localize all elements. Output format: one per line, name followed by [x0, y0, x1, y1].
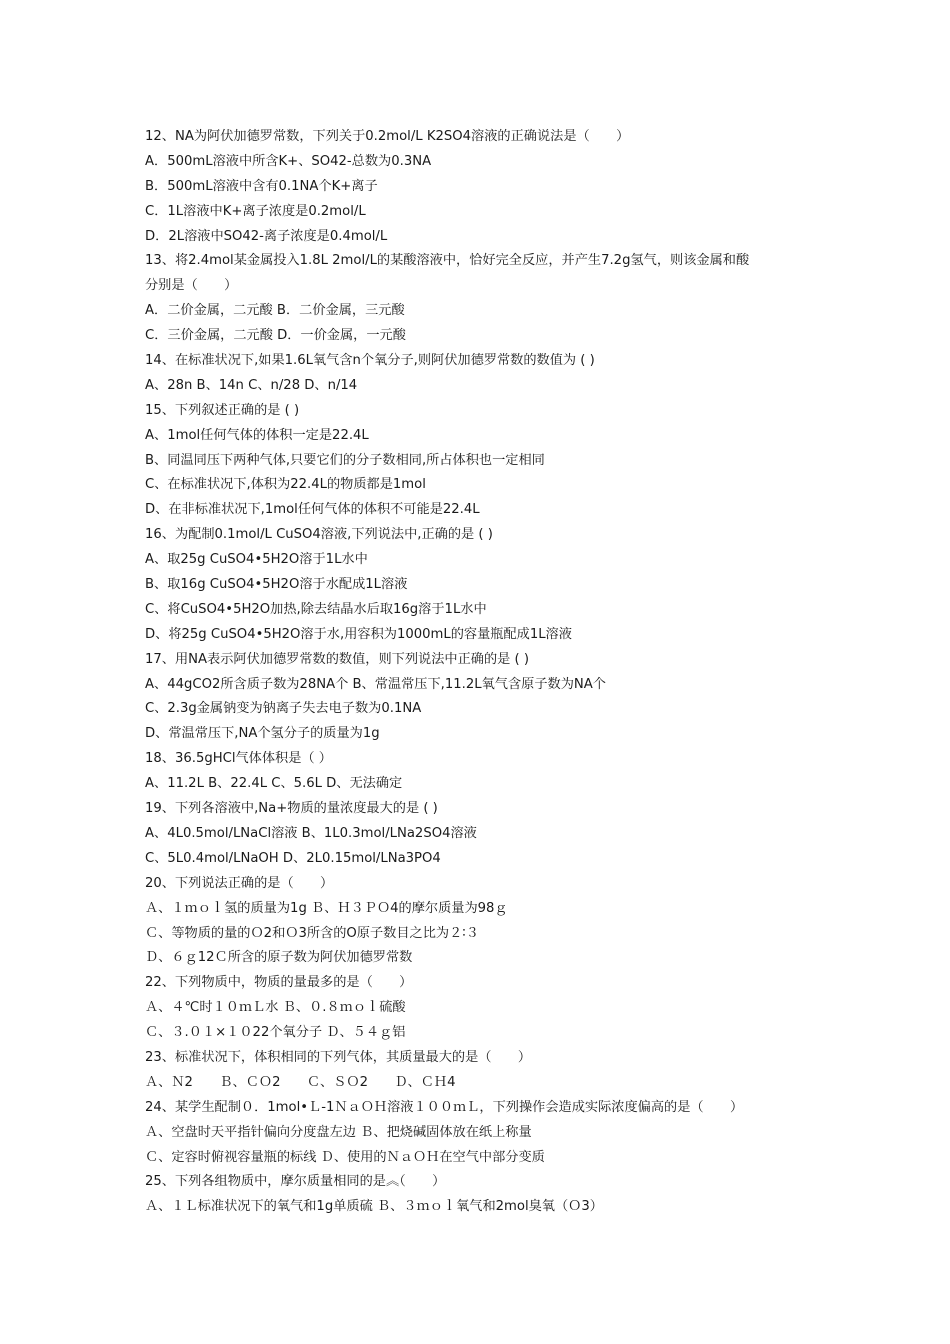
question-16-option-a: A、取25g CuSO4•5H2O溶于1L水中	[145, 552, 368, 568]
question-17-option-c: C、2.3g金属钠变为钠离子失去电子数为0.1NA	[145, 701, 422, 717]
question-24-options-ab: Ａ、空盘时天平指针偏向分度盘左边 Ｂ、把烧碱固体放在纸上称量	[145, 1124, 532, 1140]
question-16-option-b: B、取16g CuSO4•5H2O溶于水配成1L溶液	[145, 577, 408, 593]
question-15-option-b: B、同温同压下两种气体,只要它们的分子数相同,所占体积也一定相同	[145, 452, 545, 468]
question-19-options-cd: C、5L0.4mol/LNaOH D、2L0.15mol/LNa3PO4	[145, 850, 441, 866]
question-12-option-c: C．1L溶液中K+离子浓度是0.2mol/L	[145, 203, 366, 219]
question-22-options-ab: Ａ、４℃时１０ｍＬ水 Ｂ、０.８ｍｏｌ硫酸	[145, 1000, 406, 1016]
question-13-stem: 13、将2.4mol某金属投入1.8L 2mol/L的某酸溶液中，恰好完全反应，并产生7.2g氢气，则该金属和酸	[145, 253, 750, 269]
question-list	[145, 125, 825, 1220]
question-12-option-d: D．2L溶液中SO42-离子浓度是0.4mol/L	[145, 228, 388, 244]
question-16-option-d: D、将25g CuSO4•5H2O溶于水,用容积为1000mL的容量瓶配成1L溶液	[145, 626, 572, 642]
question-17-option-d: D、常温常压下,NA个氢分子的质量为1g	[145, 726, 380, 742]
question-18-stem: 18、36.5gHCl气体体积是（ ）	[145, 751, 332, 767]
question-13-stem-continued: 分别是（ ）	[145, 278, 238, 294]
question-19-options-ab: A、4L0.5mol/LNaCl溶液 B、1L0.3mol/LNa2SO4溶液	[145, 825, 477, 841]
question-12-option-b: B．500mL溶液中含有0.1NA个K+离子	[145, 178, 378, 194]
question-15-option-d: D、在非标准状况下,1mol任何气体的体积不可能是22.4L	[145, 502, 480, 518]
question-14-options: A、28n B、14n C、n/28 D、n/14	[145, 377, 358, 393]
question-15-stem: 15、下列叙述正确的是 ( )	[145, 402, 300, 418]
question-18-options: A、11.2L B、22.4L C、5.6L D、无法确定	[145, 776, 403, 792]
question-25-options-ab: Ａ、１Ｌ标准状况下的氧气和1g单质硫 Ｂ、３ｍｏｌ氧气和2mol臭氧（Ｏ3）	[145, 1199, 603, 1215]
question-24-stem: 24、某学生配制０．1mol•Ｌ-1ＮａＯＨ溶液１００ｍＬ，下列操作会造成实际浓度偏高的是（ ）	[145, 1099, 744, 1115]
question-13-options-ab: A．二价金属，二元酸 B．二价金属，三元酸	[145, 303, 405, 319]
question-14-stem: 14、在标准状况下,如果1.6L氧气含n个氧分子,则阿伏加德罗常数的数值为 ( )	[145, 353, 595, 369]
question-20-options-ab: Ａ、１ｍｏｌ氢的质量为1g Ｂ、Ｈ３ＰＯ4的摩尔质量为98ｇ	[145, 900, 508, 916]
question-17-options-ab: A、44gCO2所含质子数为28NA个 B、常温常压下,11.2L氧气含原子数为NA个	[145, 676, 606, 692]
question-13-options-cd: C．三价金属，二元酸 D．一价金属，一元酸	[145, 328, 406, 344]
question-20-stem: 20、下列说法正确的是（ ）	[145, 875, 334, 891]
question-22-options-cd: Ｃ、３.０１×１０22个氧分子 Ｄ、５４ｇ铝	[145, 1025, 406, 1041]
question-17-stem: 17、用NA表示阿伏加德罗常数的数值，则下列说法中正确的是 ( )	[145, 651, 530, 667]
question-20-option-c: Ｃ、等物质的量的Ｏ2和Ｏ3所含的O原子数目之比为２∶３	[145, 925, 479, 941]
question-20-option-d: Ｄ、６ｇ12Ｃ所含的原子数为阿伏加德罗常数	[145, 950, 413, 966]
question-24-options-cd: Ｃ、定容时俯视容量瓶的标线 Ｄ、使用的ＮａＯＨ在空气中部分变质	[145, 1149, 545, 1165]
question-12-option-a: A．500mL溶液中所含K+、SO42-总数为0.3NA	[145, 153, 432, 169]
question-15-option-a: A、1mol任何气体的体积一定是22.4L	[145, 427, 369, 443]
question-25-stem: 25、下列各组物质中，摩尔质量相同的是︽（ ）	[145, 1174, 446, 1190]
question-16-option-c: C、将CuSO4•5H2O加热,除去结晶水后取16g溶于1L水中	[145, 601, 487, 617]
question-15-option-c: C、在标准状况下,体积为22.4L的物质都是1mol	[145, 477, 426, 493]
question-23-stem: 23、标准状况下，体积相同的下列气体，其质量最大的是（ ）	[145, 1049, 532, 1065]
question-16-stem: 16、为配制0.1mol/L CuSO4溶液,下列说法中,正确的是 ( )	[145, 527, 493, 543]
question-19-stem: 19、下列各溶液中,Na+物质的量浓度最大的是 ( )	[145, 801, 438, 817]
question-23-options: Ａ、Ｎ2 Ｂ、ＣＯ2 Ｃ、ＳＯ2 Ｄ、ＣＨ4	[145, 1074, 456, 1090]
question-22-stem: 22、下列物质中，物质的量最多的是（ ）	[145, 975, 413, 991]
question-12-stem: 12、NA为阿伏加德罗常数，下列关于0.2mol/L K2SO4溶液的正确说法是（ ）	[145, 129, 630, 144]
